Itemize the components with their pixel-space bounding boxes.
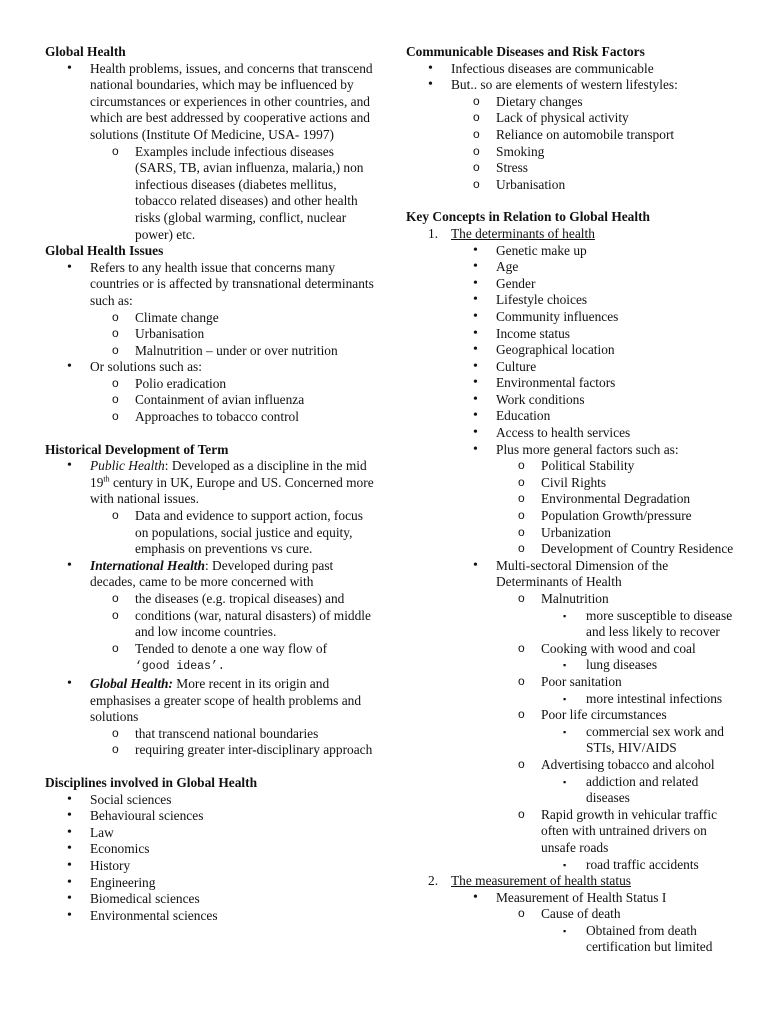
list-item: • Biomedical sciences (45, 891, 375, 908)
list-item: o Cause of death ▪ Obtained from death certification but limited (496, 906, 736, 956)
list-item: ▪ more intestinal infections (541, 691, 736, 708)
list-item: • Economics (45, 841, 375, 858)
term-global-health: Global Health: (90, 675, 173, 691)
list-item: o Rapid growth in vehicular traffic often with untrained drivers on unsafe roads ▪ road traffic accidents (496, 807, 736, 873)
list-item: • Culture (451, 359, 736, 376)
list-item: ▪ Obtained from death certification but limited (541, 923, 736, 956)
list-item: o Reliance on automobile transport (451, 127, 736, 144)
right-column (406, 44, 736, 956)
list-item: • But.. so are elements of western lifestyles: o Dietary changes o Lack of physical activity o Reliance on automobile transport o Smoking o Stress o Urbanisation (406, 77, 736, 193)
list-item: o Polio eradication (90, 376, 375, 393)
list-item: o Tended to denote a one way flow of ‘good ideas’. (90, 641, 375, 676)
list-item: ▪ lung diseases (541, 657, 736, 674)
section-heading-historical-development: Historical Development of Term (45, 441, 229, 457)
list-item: • International Health: Developed during past decades, came to be more concerned with o the diseases (e.g. tropical diseases) and o conditions (war, natural disasters) of middle and low income countries. o Tended to denote a one way flow of ‘good ideas’. (45, 558, 375, 676)
term-public-health: Public Health (90, 458, 165, 474)
list-item: • Genetic make up (451, 243, 736, 260)
key-concepts-list (406, 226, 736, 956)
list-item: o Political Stability (496, 458, 736, 475)
good-ideas-quote: ‘good ideas’. (135, 660, 225, 674)
list-item: o Climate change (90, 310, 375, 327)
list-item: o Malnutrition ▪ more susceptible to disease and less likely to recover (496, 591, 736, 641)
list-item: • Or solutions such as: o Polio eradication o Containment of avian influenza o Approaches to tobacco control (45, 359, 375, 425)
section-heading-communicable-diseases: Communicable Diseases and Risk Factors (406, 44, 645, 59)
list-item: • Behavioural sciences (45, 808, 375, 825)
list-item: • Lifestyle choices (451, 292, 736, 309)
list-item: o Urbanisation (90, 326, 375, 343)
list-item: o Poor life circumstances ▪ commercial sex work and STIs, HIV/AIDS (496, 707, 736, 757)
list-item (45, 61, 375, 244)
list-item: • Plus more general factors such as: o Political Stability o Civil Rights o Environmental Degradation o Population Growth/pressure o Urbanization o Development of Country Residence (451, 442, 736, 558)
section-heading-global-health-issues: Global Health Issues (45, 243, 164, 259)
list-item: ▪ commercial sex work and STIs, HIV/AIDS (541, 724, 736, 757)
list-item: ▪ more susceptible to disease and less likely to recover (541, 608, 736, 641)
list-item: • History (45, 858, 375, 875)
global-health-list (45, 61, 375, 244)
list-item: • Measurement of Health Status I o Cause of death ▪ Obtained from death certification but limited (451, 890, 736, 956)
list-item: o that transcend national boundaries (90, 726, 375, 743)
section-heading-key-concepts: Key Concepts in Relation to Global Health (406, 209, 651, 225)
list-item: o Approaches to tobacco control (90, 409, 375, 426)
list-item: o Data and evidence to support action, focus on populations, social justice and equity, emphasis on preventions vs cure. (90, 508, 375, 558)
global-health-definition: Health problems, issues, and concerns that transcend national boundaries, which may be influenced by circumstances or experiences in other countries, and which are best addressed by cooperative actions and solutions (Institute Of Medicine, USA- 1997) (90, 60, 373, 142)
list-item: ▪ addiction and related diseases (541, 774, 736, 807)
list-item: o Cooking with wood and coal ▪ lung diseases (496, 641, 736, 674)
list-item: o the diseases (e.g. tropical diseases) and (90, 591, 375, 608)
numbered-item-measurement (406, 873, 736, 956)
list-item: • Work conditions (451, 392, 736, 409)
list-item: o Civil Rights (496, 475, 736, 492)
list-item: • Education (451, 408, 736, 425)
list-item: • Public Health: Developed as a discipline in the mid 19th century in UK, Europe and US. Concerned more with national issues. o Data and evidence to support action, focus on populations, social justice and equity, emphasis on preventions vs cure. (45, 458, 375, 558)
list-item: • Geographical location (451, 342, 736, 359)
list-item: o Development of Country Residence (496, 541, 736, 558)
list-item: o Stress (451, 160, 736, 177)
list-item: o Population Growth/pressure (496, 508, 736, 525)
list-item: • Environmental factors (451, 375, 736, 392)
list-item: • Global Health: More recent in its origin and emphasises a greater scope of health problems and solutions o that transcend national boundaries o requiring greater inter-disciplinary approach (45, 676, 375, 759)
list-item: • Income status (451, 326, 736, 343)
list-item: o Examples include infectious diseases (SARS, TB, avian influenza, malaria,) non infectious diseases (diabetes mellitus, tobacco related diseases) and other health risks (global warming, conflict, nuclear power) etc. (90, 144, 375, 244)
section-heading-disciplines: Disciplines involved in Global Health (45, 774, 258, 790)
list-item: • Refers to any health issue that concerns many countries or is affected by transnational determinants such as: o Climate change o Urbanisation o Malnutrition – under or over nutrition (45, 260, 375, 360)
list-item: • Law (45, 825, 375, 842)
list-item: o requiring greater inter-disciplinary approach (90, 742, 375, 759)
list-item: ▪ road traffic accidents (541, 857, 736, 874)
list-item: o Environmental Degradation (496, 491, 736, 508)
issues-list (45, 260, 375, 426)
left-column (45, 44, 375, 924)
determinants-list (451, 243, 736, 874)
list-item: • Social sciences (45, 792, 375, 809)
list-item: • Community influences (451, 309, 736, 326)
list-item: o Lack of physical activity (451, 110, 736, 127)
list-item: • Age (451, 259, 736, 276)
list-item: o Urbanisation (451, 177, 736, 194)
numbered-item-determinants (406, 226, 736, 873)
section-heading-global-health: Global Health (45, 44, 126, 59)
list-item: • Access to health services (451, 425, 736, 442)
list-item: o Containment of avian influenza (90, 392, 375, 409)
measurement-list (451, 890, 736, 956)
subheading-measurement: The measurement of health status (451, 873, 631, 889)
list-item: o Advertising tobacco and alcohol ▪ addiction and related diseases (496, 757, 736, 807)
list-item: o Urbanization (496, 525, 736, 542)
list-item: o Smoking (451, 144, 736, 161)
history-list (45, 458, 375, 759)
list-item: o Malnutrition – under or over nutrition (90, 343, 375, 360)
list-item: • Environmental sciences (45, 908, 375, 925)
list-item: o conditions (war, natural disasters) of middle and low income countries. (90, 608, 375, 641)
list-item: • Engineering (45, 875, 375, 892)
list-item: o Dietary changes (451, 94, 736, 111)
subheading-determinants: The determinants of health (451, 225, 595, 241)
communicable-list (406, 61, 736, 194)
term-international-health: International Health (90, 557, 205, 573)
list-item: • Infectious diseases are communicable (406, 61, 736, 78)
list-item: • Gender (451, 276, 736, 293)
disciplines-list (45, 792, 375, 925)
list-item: • Multi-sectoral Dimension of the Determinants of Health o Malnutrition ▪ more susceptible to disease and less likely to recover o Cooking with wood and coal ▪ lung diseases o Poor sanitation ▪ more intestinal infections o Poor life circumstances ▪ commercial sex work and STIs, HIV/AIDS o Advertising tobacco and alcohol ▪ addiction and related diseases o Rapid growth in vehicular traffic often with untrained drivers on unsafe roads ▪ road traffic accidents (451, 558, 736, 873)
list-item: o Poor sanitation ▪ more intestinal infections (496, 674, 736, 707)
